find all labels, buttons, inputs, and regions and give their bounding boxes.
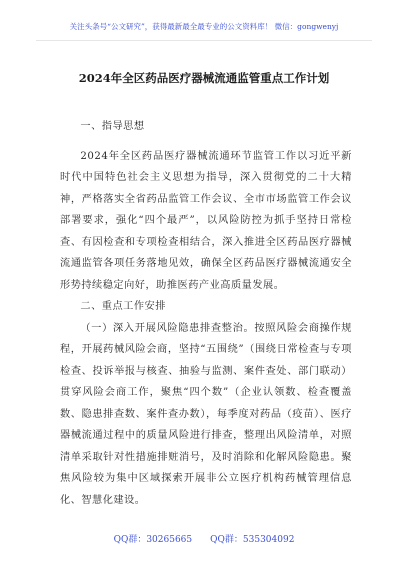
header-banner: 关注头条号“公文研究”，获得最新最全最专业的公文资料库！ 微信：gongwenyj <box>69 22 339 31</box>
document-title: 2024年全区药品医疗器械流通监管重点工作计划 <box>78 71 330 85</box>
section-1-paragraph: 2024年全区药品医疗器械流通环节监管工作以习近平新时代中国特色社会主义思想为指导，深入贯彻党的二十大精神，严格落实全省药品监管工作会议、全市市场监管工作会议部署要求，强化“四个最严”，以风险防控为抓手坚持日常检查、有因检查和专项检查相结合，深入推进全区药品医疗器械流通监管各项任务落地见效，确保全区药品医疗器械流通安全形势持续稳定向好，助推医药产业高质量发展。 <box>60 150 352 291</box>
footer-qq-group-1: QQ群：30265665 <box>113 535 193 545</box>
section-1-heading: 一、指导思想 <box>80 121 145 132</box>
section-2-heading: 二、重点工作安排 <box>80 301 166 312</box>
spacer <box>60 138 352 146</box>
section-2-item-1-paragraph: （一）深入开展风险隐患排查整治。按照风险会商操作规程，开展药械风险会商，坚持“五围绕”（围绕日常检查与专项检查、投诉举报与核查、抽验与监测、案件查处、部门联动）贯穿风险会商工作，聚焦“四个数”（企业认领数、检查覆盖数、隐患排查数、案件查办数），每季度对药品（疫苗）、医疗器械流通过程中的质量风险进行排查，整理出风险清单，对照清单采取针对性措施排赃消号，及时消除和化解风险隐患。聚焦风险较为集中区域探索开展非公立医疗机构药械管理信息化、智慧化建设。 <box>60 322 352 506</box>
footer-contact <box>0 534 408 546</box>
footer-qq-group-2: QQ群：535304092 <box>210 535 295 545</box>
document-body <box>60 116 352 511</box>
header-divider <box>36 40 372 41</box>
